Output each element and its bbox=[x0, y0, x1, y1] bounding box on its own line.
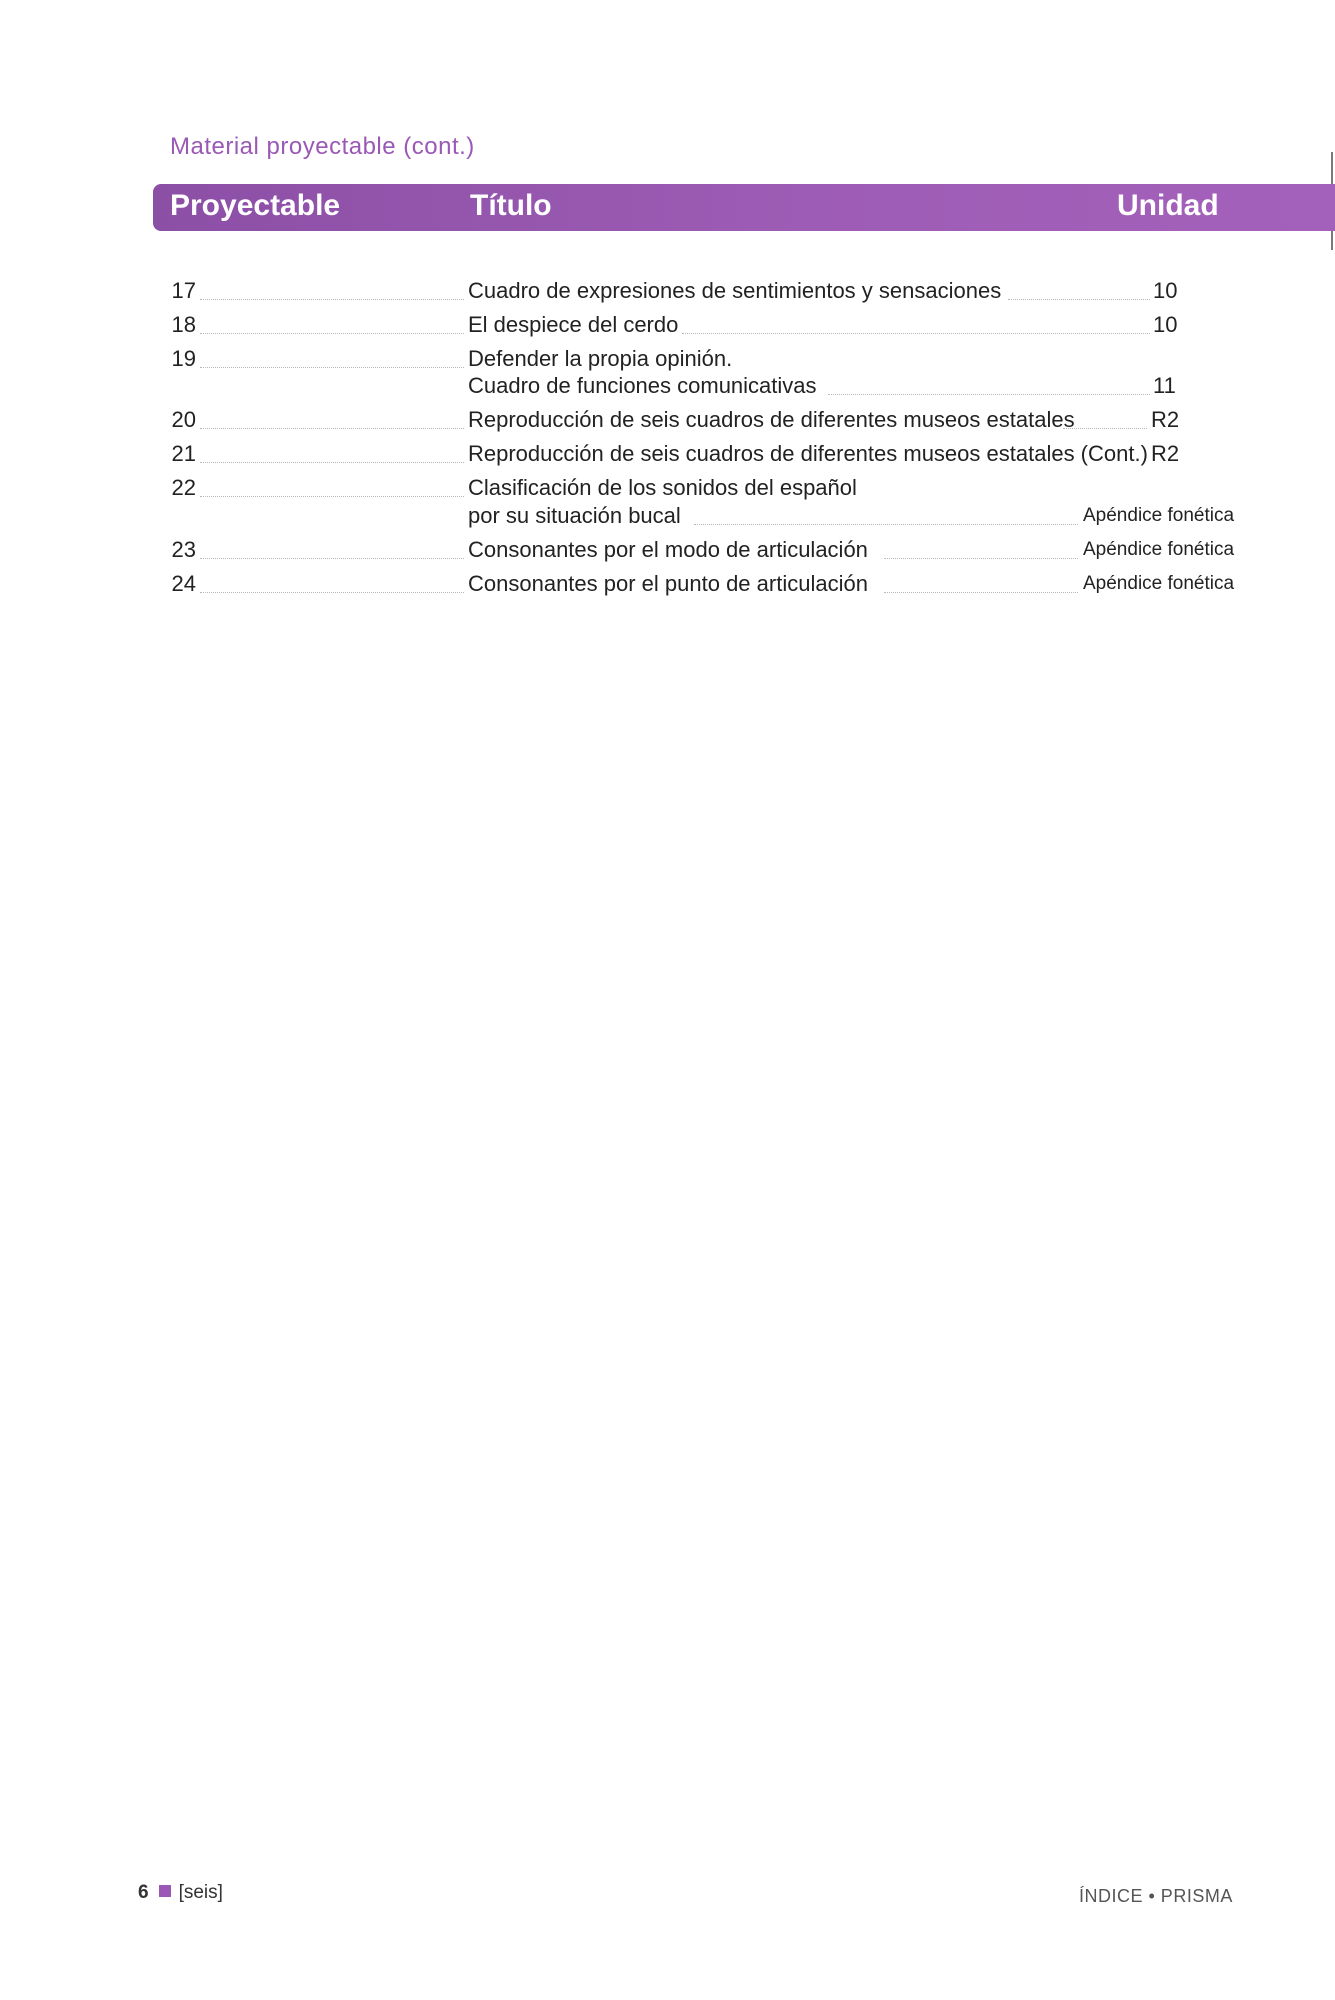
table-row-continuation bbox=[0, 501, 1335, 531]
leader-dots bbox=[200, 299, 464, 300]
page-footer-right: ÍNDICE • PRISMA bbox=[1079, 1886, 1233, 1906]
row-title: por su situación bucal bbox=[468, 503, 681, 528]
table-row bbox=[0, 569, 1335, 599]
leader-dots bbox=[682, 333, 1150, 334]
table-row bbox=[0, 535, 1335, 565]
leader-dots bbox=[200, 428, 464, 429]
row-unit: Apéndice fonética bbox=[1083, 505, 1235, 526]
row-number: 22 bbox=[171, 475, 196, 500]
row-title: Consonantes por el modo de articulación bbox=[468, 537, 868, 562]
header-titulo: Título bbox=[470, 189, 552, 222]
page-word: [seis] bbox=[178, 1882, 223, 1903]
row-title: Defender la propia opinión. bbox=[468, 346, 733, 371]
leader-dots bbox=[200, 496, 464, 497]
table-row bbox=[0, 405, 1335, 435]
row-unit: Apéndice fonética bbox=[1083, 539, 1235, 560]
leader-dots bbox=[828, 394, 1150, 395]
table-row bbox=[0, 276, 1335, 306]
row-title: El despiece del cerdo bbox=[468, 312, 679, 337]
page-footer-left bbox=[138, 1882, 223, 1904]
table-row-continuation bbox=[0, 371, 1335, 401]
row-number: 19 bbox=[171, 346, 196, 371]
row-number: 20 bbox=[171, 407, 196, 432]
row-title: Reproducción de seis cuadros de diferentes museos estatales bbox=[468, 407, 1075, 432]
row-number: 24 bbox=[171, 571, 196, 596]
row-unit: R2 bbox=[1151, 441, 1180, 466]
leader-dots bbox=[200, 462, 464, 463]
leader-dots bbox=[884, 592, 1078, 593]
row-number: 23 bbox=[171, 537, 196, 562]
leader-dots bbox=[694, 524, 1078, 525]
row-number: 17 bbox=[171, 278, 196, 303]
page-number: 6 bbox=[138, 1882, 149, 1903]
square-bullet-icon bbox=[159, 1885, 171, 1897]
table-row bbox=[0, 473, 1335, 503]
row-title: Cuadro de funciones comunicativas bbox=[468, 373, 817, 398]
table-row bbox=[0, 310, 1335, 340]
leader-dots bbox=[200, 333, 464, 334]
leader-dots bbox=[200, 558, 464, 559]
row-unit: 10 bbox=[1153, 312, 1178, 337]
leader-dots bbox=[1063, 428, 1147, 429]
leader-dots bbox=[1008, 299, 1150, 300]
table-header-bar bbox=[153, 184, 1335, 231]
header-proyectable: Proyectable bbox=[170, 189, 341, 222]
leader-dots bbox=[200, 592, 464, 593]
row-number: 21 bbox=[171, 441, 196, 466]
section-title: Material proyectable (cont.) bbox=[170, 133, 475, 160]
row-title: Cuadro de expresiones de sentimientos y sensaciones bbox=[468, 278, 1002, 303]
row-title: Consonantes por el punto de articulación bbox=[468, 571, 868, 596]
leader-dots bbox=[200, 367, 464, 368]
header-unidad: Unidad bbox=[1117, 189, 1219, 222]
row-unit: 10 bbox=[1153, 278, 1178, 303]
row-title: Clasificación de los sonidos del español bbox=[468, 475, 857, 500]
table-row bbox=[0, 439, 1335, 469]
row-title: Reproducción de seis cuadros de diferentes museos estatales (Cont.) bbox=[468, 441, 1148, 466]
row-unit: Apéndice fonética bbox=[1083, 573, 1235, 594]
row-unit: 11 bbox=[1153, 373, 1176, 398]
leader-dots bbox=[884, 558, 1078, 559]
row-unit: R2 bbox=[1151, 407, 1180, 432]
row-number: 18 bbox=[171, 312, 196, 337]
table-row bbox=[0, 344, 1335, 374]
